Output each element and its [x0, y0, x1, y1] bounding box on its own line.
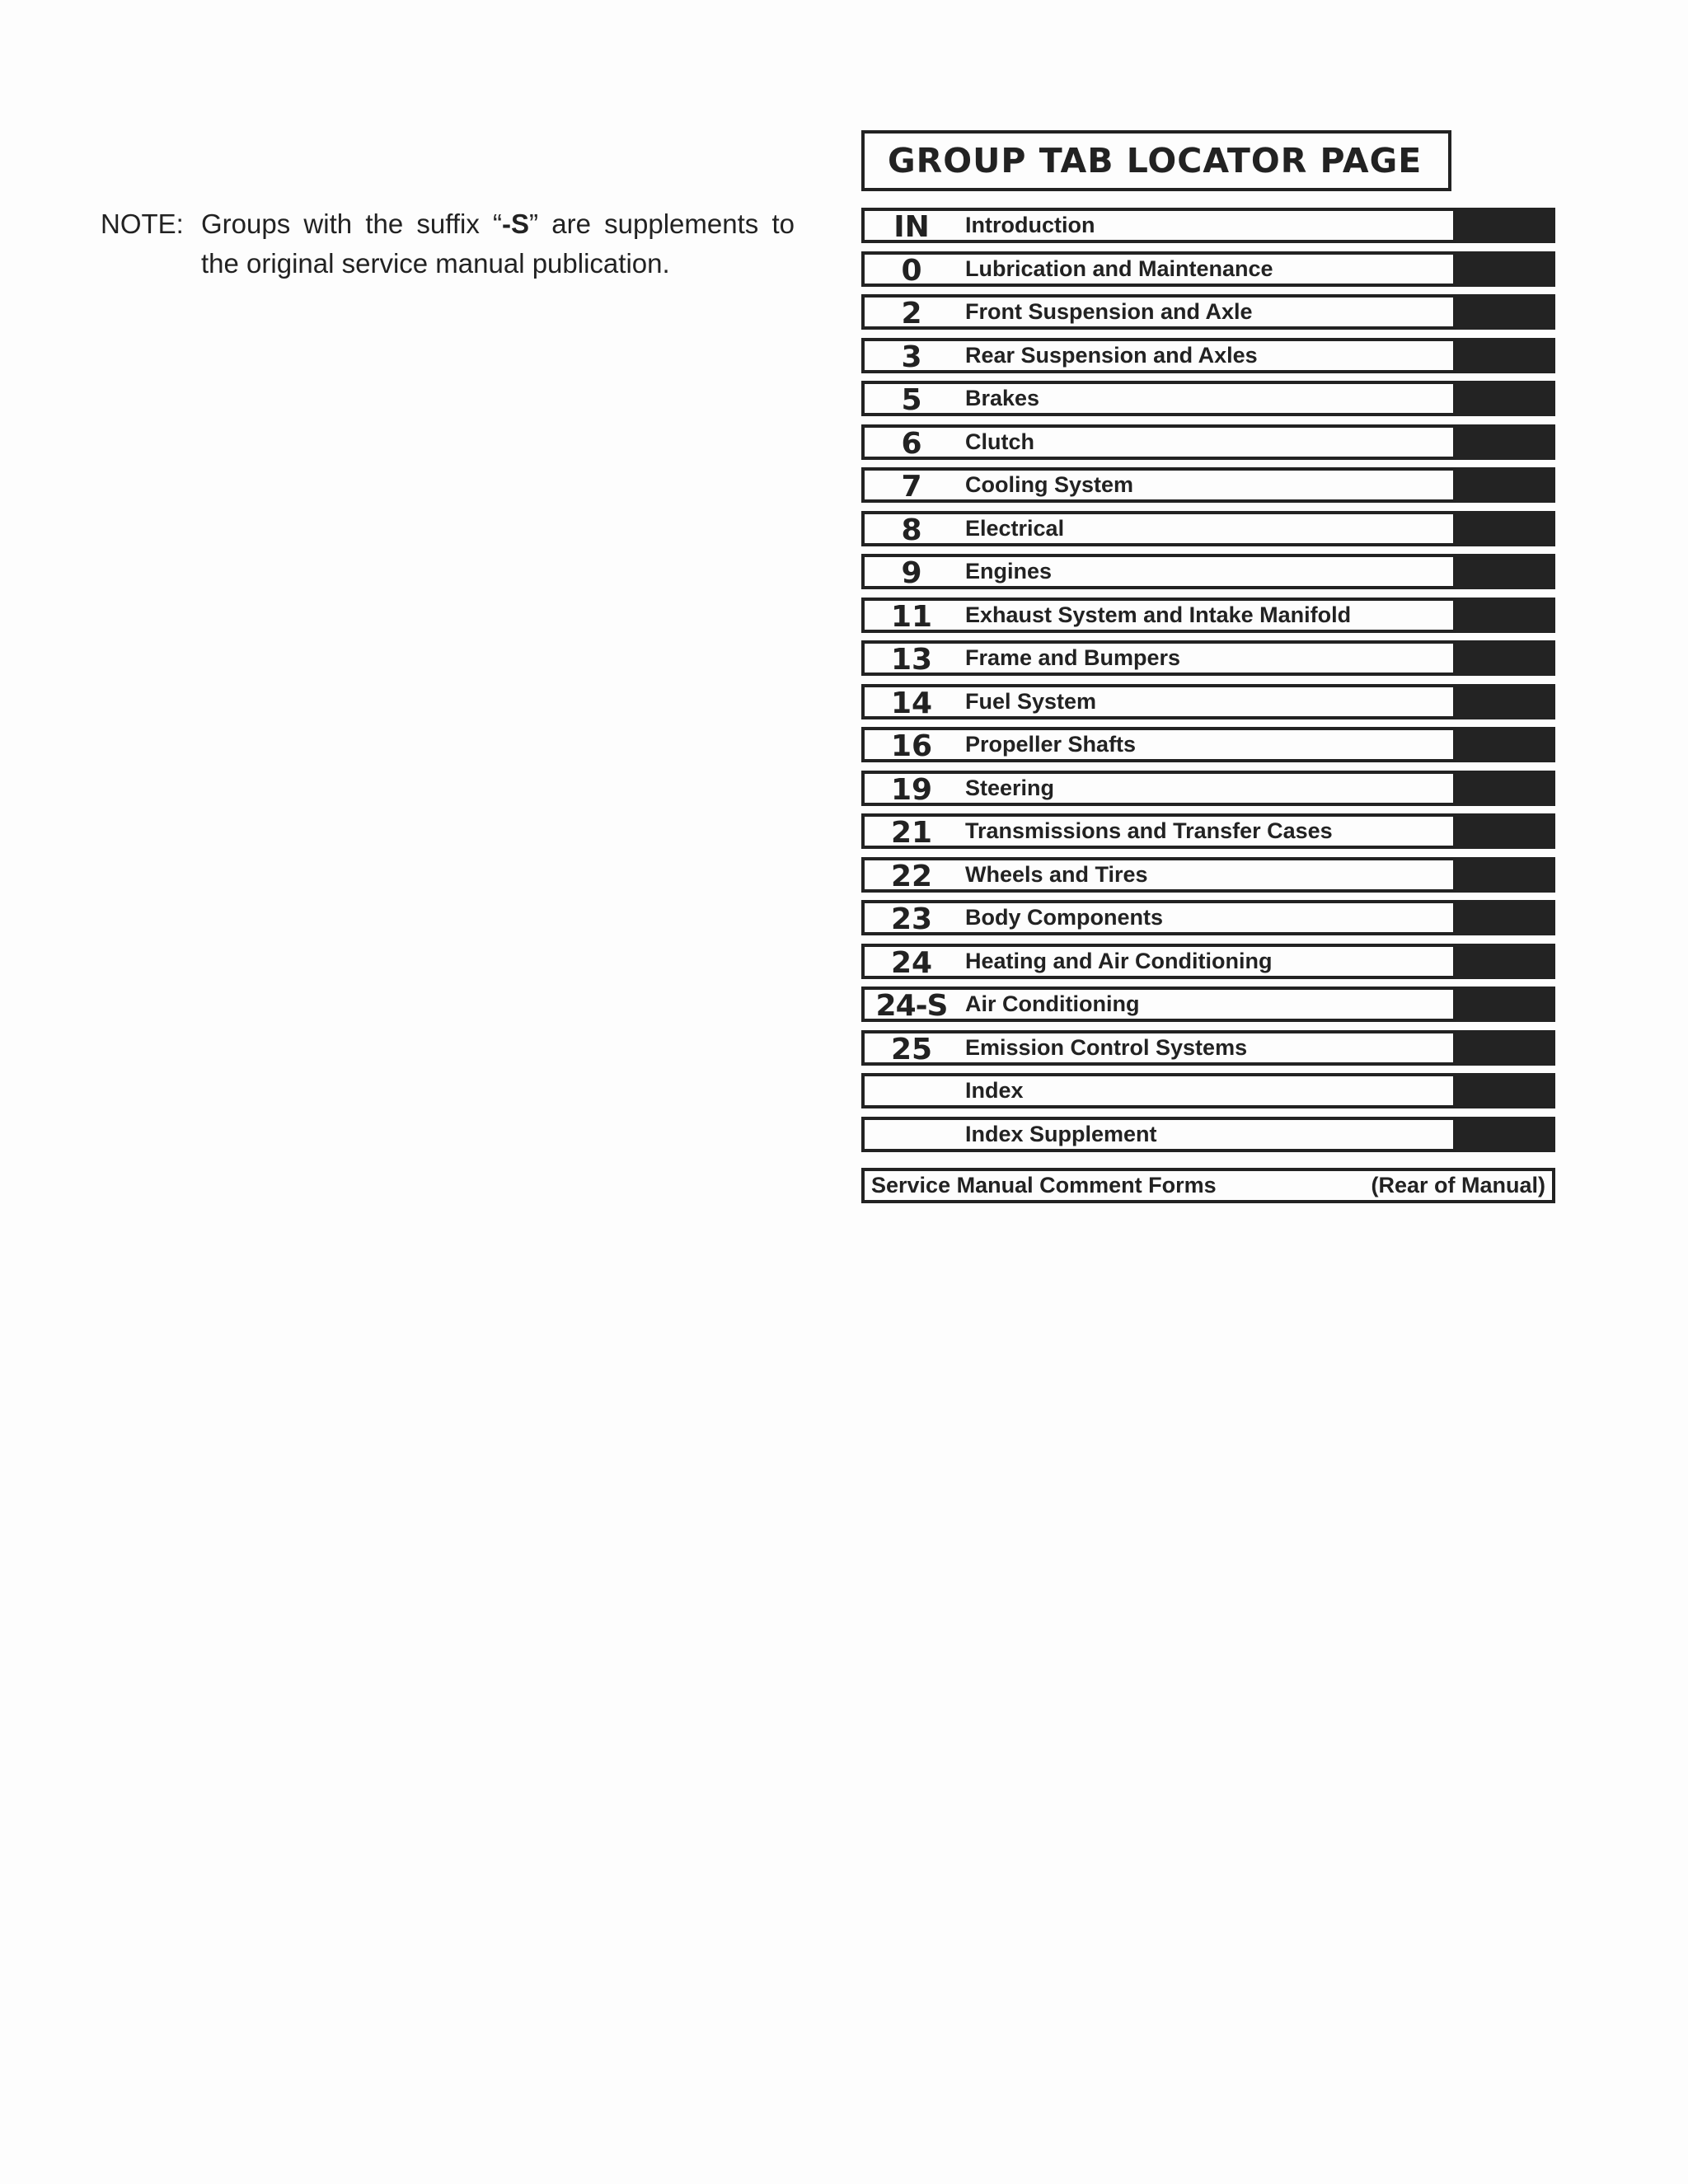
group-number: 16: [890, 729, 933, 763]
group-tab-marker[interactable]: [1456, 381, 1555, 416]
note-text: [201, 204, 795, 284]
group-tab-row[interactable]: [861, 1117, 1555, 1152]
group-tab-row[interactable]: [861, 813, 1555, 849]
group-tab-row[interactable]: [861, 208, 1555, 243]
group-title: Cooling System: [965, 472, 1134, 497]
group-number: 24: [890, 946, 933, 980]
group-tab-marker[interactable]: [1456, 640, 1555, 676]
note-text-before: Groups with the suffix “: [201, 209, 503, 239]
group-tab-marker[interactable]: [1456, 208, 1555, 243]
group-number: 25: [890, 1033, 933, 1066]
group-tab-marker[interactable]: [1456, 338, 1555, 373]
group-title: Rear Suspension and Axles: [965, 343, 1258, 368]
group-tab-row[interactable]: [861, 900, 1555, 935]
group-number: 22: [890, 860, 933, 893]
group-tab-row[interactable]: [861, 1073, 1555, 1108]
group-title: Fuel System: [965, 689, 1097, 714]
group-tab-marker[interactable]: [1456, 294, 1555, 330]
group-tab-marker[interactable]: [1456, 1073, 1555, 1108]
group-tab-row[interactable]: [861, 511, 1555, 546]
group-number: 19: [890, 773, 933, 807]
group-tab-marker[interactable]: [1456, 727, 1555, 762]
group-title: Front Suspension and Axle: [965, 299, 1253, 324]
group-title: Electrical: [965, 516, 1065, 541]
group-number: 9: [901, 556, 922, 590]
group-title: Index: [965, 1078, 1024, 1103]
group-tab-row[interactable]: [861, 944, 1555, 979]
group-title: Air Conditioning: [965, 991, 1140, 1016]
group-title: Body Components: [965, 905, 1163, 930]
group-title: Wheels and Tires: [965, 862, 1148, 887]
group-number: IN: [893, 210, 930, 244]
group-number: 24-S: [875, 989, 948, 1023]
group-tab-marker[interactable]: [1456, 1117, 1555, 1152]
group-number: 11: [890, 600, 933, 634]
group-tab-row[interactable]: [861, 554, 1555, 589]
group-number: 6: [901, 427, 922, 461]
group-tab-row[interactable]: [861, 771, 1555, 806]
page-title: GROUP TAB LOCATOR PAGE: [888, 141, 1423, 180]
group-number: 23: [890, 902, 933, 936]
group-title: Engines: [965, 559, 1053, 583]
group-tab-marker[interactable]: [1456, 598, 1555, 633]
group-tab-marker[interactable]: [1456, 424, 1555, 460]
group-number: 8: [901, 513, 922, 547]
group-number: [868, 1073, 955, 1108]
group-tab-marker[interactable]: [1456, 900, 1555, 935]
group-tab-marker[interactable]: [1456, 857, 1555, 893]
group-tab-row[interactable]: [861, 424, 1555, 460]
group-tab-row[interactable]: [861, 294, 1555, 330]
group-tab-row[interactable]: [861, 251, 1555, 287]
group-title: Introduction: [965, 213, 1095, 237]
page-title-box: [861, 130, 1451, 191]
group-title: Propeller Shafts: [965, 732, 1137, 757]
group-tab-marker[interactable]: [1456, 684, 1555, 719]
comment-forms-row[interactable]: [861, 1168, 1555, 1203]
group-tab-marker[interactable]: [1456, 511, 1555, 546]
group-title: Brakes: [965, 386, 1040, 410]
group-number: 14: [890, 687, 933, 720]
group-tab-marker[interactable]: [1456, 813, 1555, 849]
group-tab-row[interactable]: [861, 684, 1555, 719]
note-text-after: ” are supplements to the original service manual publication.: [201, 209, 795, 279]
group-tab-marker[interactable]: [1456, 251, 1555, 287]
supplement-note: [101, 204, 795, 284]
group-tab-marker[interactable]: [1456, 987, 1555, 1022]
group-title: Emission Control Systems: [965, 1035, 1248, 1060]
group-title: Steering: [965, 776, 1055, 800]
group-number: 5: [901, 383, 922, 417]
group-title: Transmissions and Transfer Cases: [965, 818, 1333, 843]
comment-forms-label: Service Manual Comment Forms: [871, 1173, 1217, 1197]
group-tab-marker[interactable]: [1456, 1030, 1555, 1066]
group-tab-marker[interactable]: [1456, 771, 1555, 806]
group-tab-row[interactable]: [861, 857, 1555, 893]
group-title: Clutch: [965, 429, 1034, 454]
group-tab-row[interactable]: [861, 598, 1555, 633]
group-number: 2: [901, 297, 922, 330]
group-number: 7: [901, 470, 922, 504]
group-number: [868, 1117, 955, 1152]
group-tab-row[interactable]: [861, 640, 1555, 676]
comment-forms-location: (Rear of Manual): [1371, 1173, 1545, 1197]
group-title: Frame and Bumpers: [965, 645, 1181, 670]
note-label: NOTE:: [101, 209, 184, 239]
group-tab-row[interactable]: [861, 338, 1555, 373]
group-number: 3: [901, 340, 922, 374]
group-tab-row[interactable]: [861, 727, 1555, 762]
group-title: Lubrication and Maintenance: [965, 256, 1273, 281]
group-tab-row[interactable]: [861, 987, 1555, 1022]
group-tab-marker[interactable]: [1456, 554, 1555, 589]
group-tab-row[interactable]: [861, 1030, 1555, 1066]
note-suffix: -S: [502, 209, 530, 239]
group-title: Index Supplement: [965, 1122, 1157, 1146]
group-tab-marker[interactable]: [1456, 467, 1555, 503]
group-title: Heating and Air Conditioning: [965, 949, 1273, 973]
group-title: Exhaust System and Intake Manifold: [965, 602, 1352, 627]
group-tab-marker[interactable]: [1456, 944, 1555, 979]
group-tab-row[interactable]: [861, 467, 1555, 503]
group-number: 21: [890, 816, 933, 850]
group-number: 0: [901, 254, 922, 288]
group-number: 13: [890, 643, 933, 677]
group-tab-row[interactable]: [861, 381, 1555, 416]
